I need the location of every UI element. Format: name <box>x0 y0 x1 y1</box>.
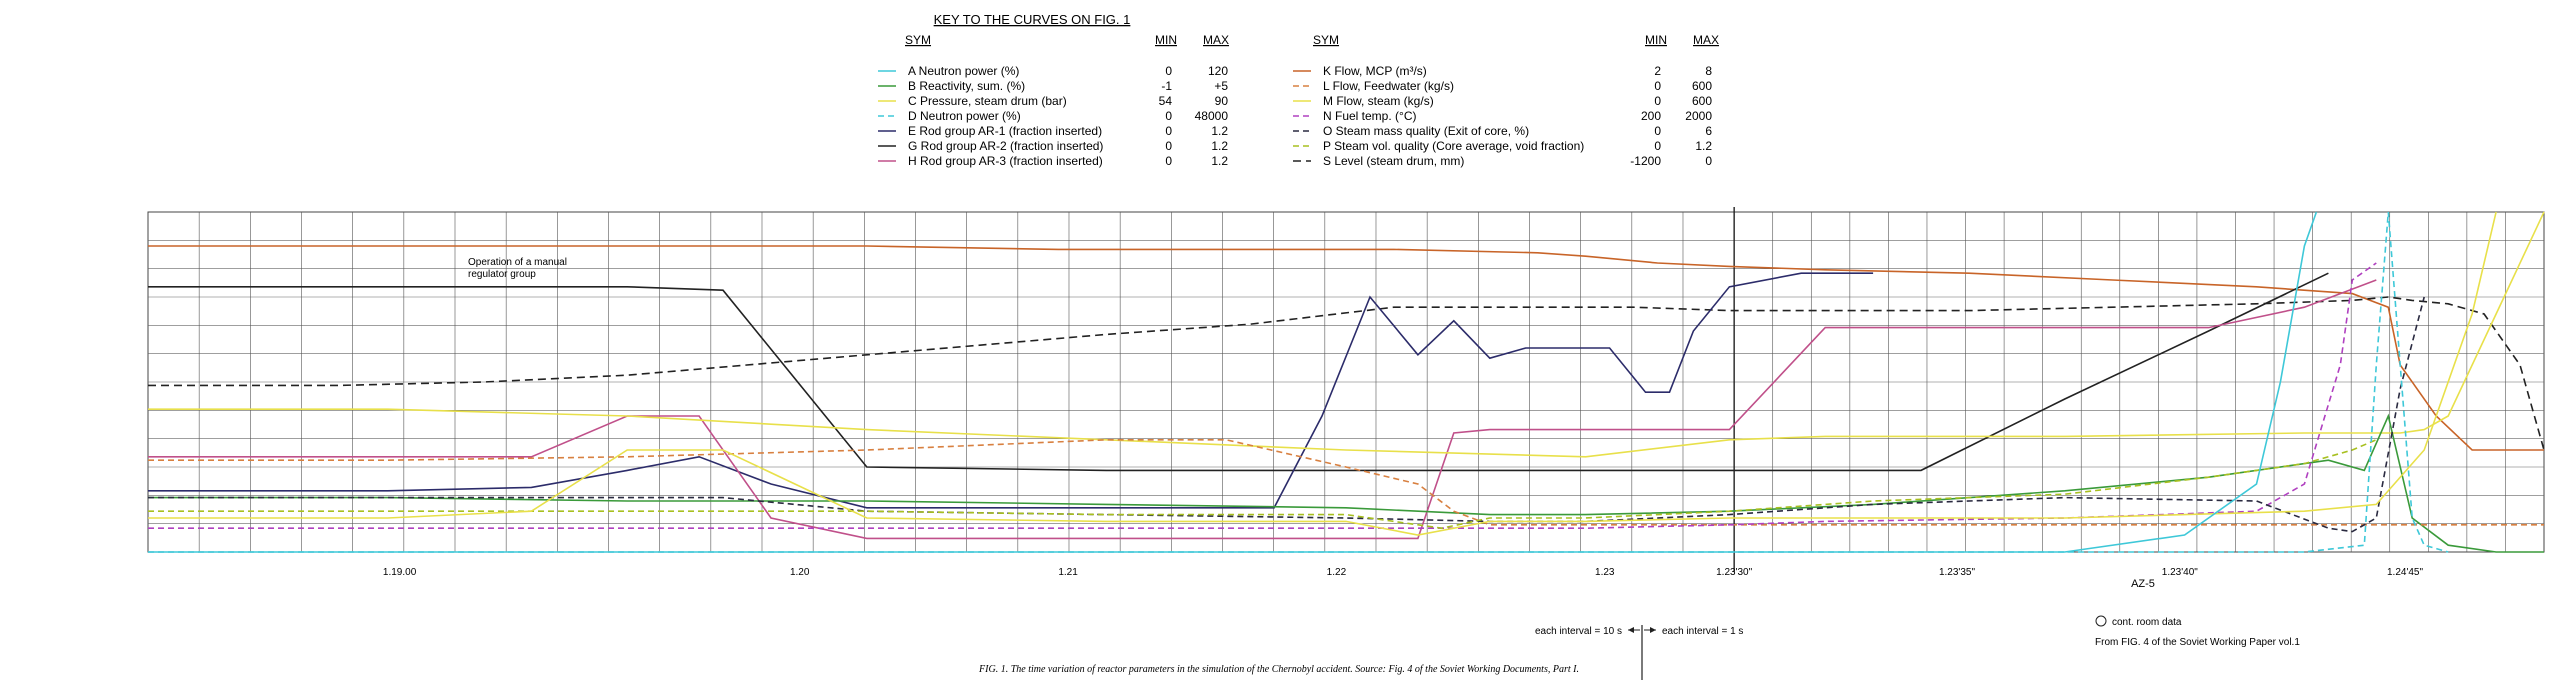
legend-max-left-d: 48000 <box>1194 109 1228 123</box>
series-line-s <box>148 297 2544 450</box>
cont-room-label: cont. room data <box>2112 617 2182 628</box>
interval-left-text: each interval = 10 s <box>1535 626 1622 637</box>
legend-min-left-e: 0 <box>1165 124 1172 138</box>
legend-max-right-m: 600 <box>1691 94 1712 108</box>
time-tick-label: 1.20 <box>789 567 810 578</box>
time-tick-label: 1.23 <box>1595 567 1615 578</box>
key-header-min-left: MIN <box>1155 33 1177 47</box>
legend-entry-left-g: G Rod group AR-2 (fraction inserted) <box>908 139 1104 153</box>
legend-max-left-a: 120 <box>1207 64 1228 78</box>
time-tick-label: 1.19.00 <box>382 567 417 578</box>
time-tick-label: 1.21 <box>1058 567 1078 578</box>
time-tick-label: 1.23'35" <box>1938 567 1976 578</box>
legend-entry-right-o: O Steam mass quality (Exit of core, %) <box>1323 124 1530 138</box>
time-tick-label: 1.23'40" <box>2161 567 2198 578</box>
legend-max-left-g: 1.2 <box>1211 139 1228 153</box>
legend-entry-left-e: E Rod group AR-1 (fraction inserted) <box>908 124 1103 138</box>
legend-min-left-g: 0 <box>1165 139 1172 153</box>
key-title: KEY TO THE CURVES ON FIG. 1 <box>933 12 1131 27</box>
series-line-b <box>148 416 2544 552</box>
legend-min-left-b: -1 <box>1161 79 1172 93</box>
legend-entry-right-m: M Flow, steam (kg/s) <box>1323 94 1434 108</box>
legend-min-left-d: 0 <box>1165 109 1172 123</box>
operation-note-line1: Operation of a manual <box>468 257 567 268</box>
legend-max-right-o: 6 <box>1705 124 1712 138</box>
legend-entry-right-l: L Flow, Feedwater (kg/s) <box>1323 79 1454 93</box>
legend-entry-right-p: P Steam vol. quality (Core average, void fraction) <box>1323 139 1585 153</box>
interval-right-text: each interval = 1 s <box>1662 626 1744 637</box>
time-tick-label: 1.24'45" <box>2387 567 2424 578</box>
legend-max-left-h: 1.2 <box>1211 154 1228 168</box>
key-header-min-right: MIN <box>1645 33 1667 47</box>
legend-entry-right-s: S Level (steam drum, mm) <box>1323 154 1465 168</box>
legend-max-right-l: 600 <box>1691 79 1712 93</box>
legend-max-left-c: 90 <box>1214 94 1228 108</box>
legend-entry-right-k: K Flow, MCP (m³/s) <box>1323 64 1427 78</box>
legend-entry-right-n: N Fuel temp. (°C) <box>1323 109 1417 123</box>
time-tick-label: 1.22 <box>1326 567 1347 578</box>
source-note: From FIG. 4 of the Soviet Working Paper vol.1 <box>2095 637 2300 648</box>
legend-max-right-p: 1.2 <box>1695 139 1712 153</box>
legend-min-left-c: 54 <box>1158 94 1172 108</box>
legend-max-right-n: 2000 <box>1685 109 1712 123</box>
legend-right <box>1293 64 1712 168</box>
legend-max-left-b: +5 <box>1214 79 1228 93</box>
az5-label: AZ-5 <box>2131 578 2155 590</box>
legend-max-right-k: 8 <box>1705 64 1712 78</box>
arrow-right-icon <box>1650 627 1656 633</box>
time-tick-label: 1.23'30" <box>1716 567 1753 578</box>
legend-left <box>878 64 1228 168</box>
legend-min-right-k: 2 <box>1654 64 1661 78</box>
legend-min-right-m: 0 <box>1654 94 1661 108</box>
key-header-sym-right: SYM <box>1313 33 1340 47</box>
series-line-e <box>148 273 1873 508</box>
legend-max-right-s: 0 <box>1705 154 1712 168</box>
arrow-left-icon <box>1628 627 1634 633</box>
operation-note-line2: regulator group <box>468 269 536 280</box>
legend-min-right-p: 0 <box>1654 139 1661 153</box>
key-header-max-left: MAX <box>1203 33 1230 47</box>
legend-entry-left-b: B Reactivity, sum. (%) <box>908 79 1026 93</box>
legend-max-left-e: 1.2 <box>1211 124 1228 138</box>
legend-min-right-o: 0 <box>1654 124 1661 138</box>
plot-time-labels <box>383 567 2424 578</box>
legend-min-right-n: 200 <box>1640 109 1661 123</box>
legend-min-right-l: 0 <box>1654 79 1661 93</box>
legend-entry-left-d: D Neutron power (%) <box>908 109 1021 123</box>
key-header-max-right: MAX <box>1693 33 1720 47</box>
series-line-o <box>148 297 2424 532</box>
key-header-sym-left: SYM <box>905 33 932 47</box>
legend-min-right-s: -1200 <box>1630 154 1661 168</box>
legend-min-left-a: 0 <box>1165 64 1172 78</box>
series-line-p <box>148 440 2376 528</box>
legend-entry-left-a: A Neutron power (%) <box>908 64 1020 78</box>
figure-caption: FIG. 1. The time variation of reactor parameters in the simulation of the Chernobyl accident. Source: Fig. 4 of the Soviet Working Documents, Part I. <box>979 664 1579 675</box>
cont-room-circle-icon <box>2096 616 2106 626</box>
legend-min-left-h: 0 <box>1165 154 1172 168</box>
series-line-g <box>148 273 2328 470</box>
legend-entry-left-c: C Pressure, steam drum (bar) <box>908 94 1067 108</box>
legend-entry-left-h: H Rod group AR-3 (fraction inserted) <box>908 154 1103 168</box>
